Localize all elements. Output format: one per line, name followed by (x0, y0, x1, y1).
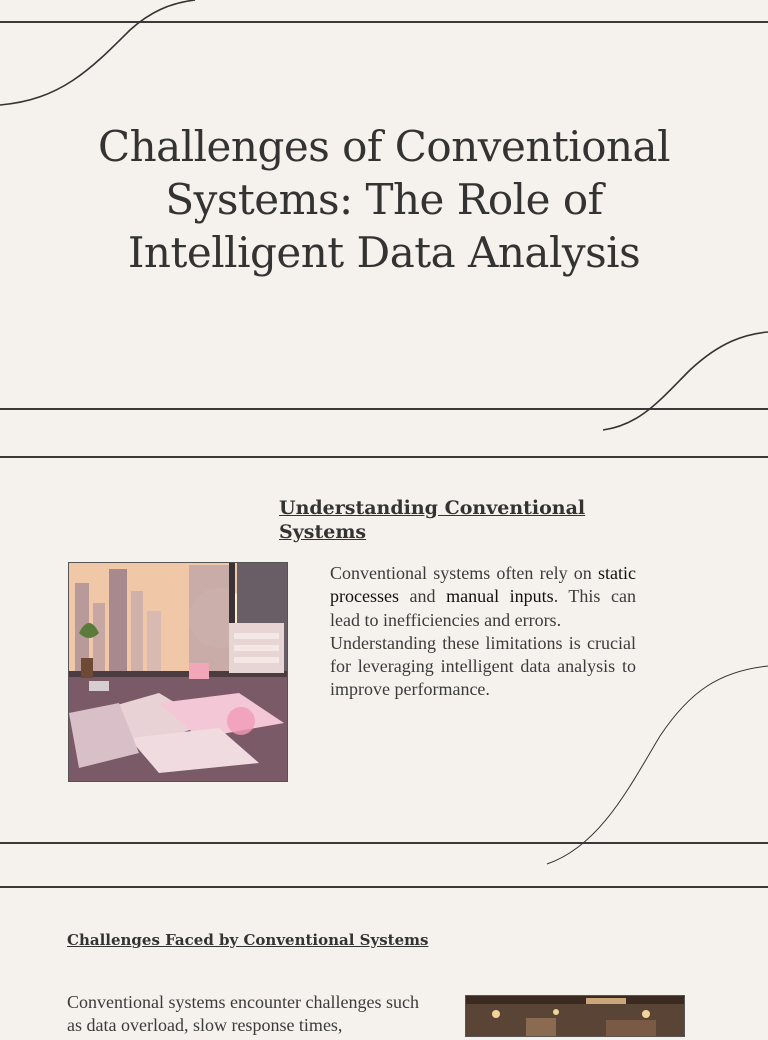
body-text-6: Understanding these limitations is crucial for leveraging intelligent data analysis to improve performance. (330, 632, 636, 700)
body-text-1: Conventional systems often rely on (330, 563, 598, 583)
understanding-slide (0, 456, 768, 864)
title-slide (0, 0, 768, 430)
body-highlight-manual-inputs: manual inputs (446, 586, 554, 607)
body-text-5: . This can lead to inefficiencies and errors. (330, 586, 636, 630)
body-text-3: and (398, 586, 447, 607)
section-body: Conventional systems encounter challenges such as data overload, slow response times, (67, 992, 419, 1036)
interior-photo (465, 995, 685, 1037)
bottom-right-curve (603, 332, 768, 430)
challenges-slide (0, 886, 768, 1036)
section-heading: Understanding Conventional Systems (279, 497, 586, 543)
section-heading: Challenges Faced by Conventional Systems (67, 931, 429, 949)
top-left-curve (0, 0, 195, 105)
body-highlight-static-processes: static processes (330, 563, 636, 607)
top-divider-line (0, 886, 768, 888)
office-desk-photo (68, 562, 288, 782)
section-body (330, 562, 636, 702)
presentation-title: Challenges of Conventional Systems: The Role of Intelligent Data Analysis (97, 122, 671, 277)
